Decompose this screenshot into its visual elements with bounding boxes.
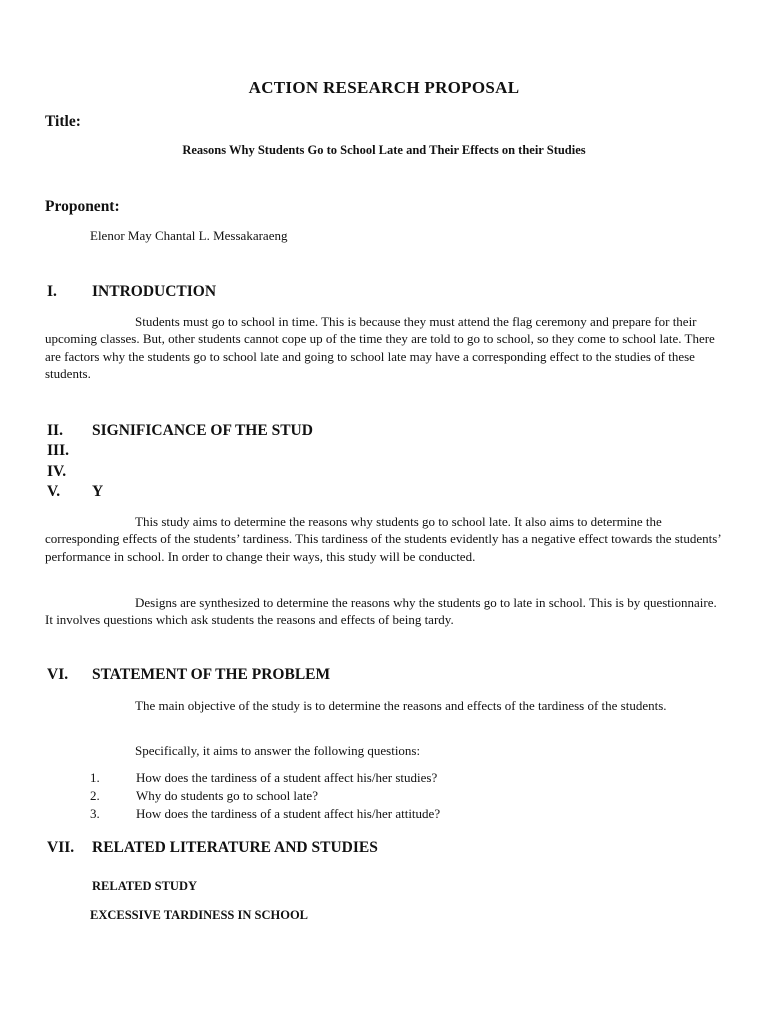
question-number: 2. <box>90 788 100 803</box>
subheading-related-study: RELATED STUDY <box>92 879 197 893</box>
paragraph-text: Students must go to school in time. This is because they must attend the flag ceremony and prepare for their upcoming classes. But, other students cannot cope up of the time they are told to go to school, so they come to school late. There are factors why the students go to school late and going to school late may have a corresponding effect to the studies of these students. <box>45 314 715 382</box>
significance-paragraph-1 <box>45 513 723 565</box>
section-heading-problem: STATEMENT OF THE PROBLEM <box>92 666 331 683</box>
study-title: Reasons Why Students Go to School Late and Their Effects on their Studies <box>182 143 586 157</box>
section-heading-significance: SIGNIFICANCE OF THE STUD <box>92 422 313 439</box>
section-number: II. <box>47 422 63 439</box>
proponent-name: Elenor May Chantal L. Messakaraeng <box>90 228 288 243</box>
section-number: VII. <box>47 839 75 856</box>
section-number: III. <box>47 442 69 459</box>
proponent-label: Proponent: <box>45 198 120 215</box>
problem-lead <box>45 742 723 759</box>
section-number: VI. <box>47 666 69 683</box>
document-title: ACTION RESEARCH PROPOSAL <box>248 78 520 97</box>
question-text: How does the tardiness of a student affect his/her attitude? <box>136 806 441 821</box>
subheading-excessive-tardiness: EXCESSIVE TARDINESS IN SCHOOL <box>90 908 309 922</box>
section-heading-introduction: INTRODUCTION <box>92 283 217 300</box>
paragraph-text: Designs are synthesized to determine the reasons why the students go to late in school. This is by questionnaire. It involves questions which ask students the reasons and effects of being tardy. <box>45 595 717 628</box>
question-number: 3. <box>90 806 100 821</box>
question-number: 1. <box>90 770 100 785</box>
section-number: IV. <box>47 463 67 480</box>
problem-paragraph <box>45 697 723 714</box>
section-heading-tail: Y <box>92 483 104 500</box>
section-number: I. <box>47 283 57 300</box>
title-label: Title: <box>45 113 81 130</box>
paragraph-text: This study aims to determine the reasons why students go to school late. It also aims to determine the corresponding effects of the students’ tardiness. This tardiness of the students evidently has a negative effect towards the students’ performance in school. In order to change their ways, this study will be conducted. <box>45 514 721 564</box>
question-text: Why do students go to school late? <box>136 788 318 803</box>
significance-paragraph-2 <box>45 594 723 629</box>
paragraph-text: The main objective of the study is to determine the reasons and effects of the tardiness of the students. <box>135 698 667 713</box>
section-number: V. <box>47 483 61 500</box>
paragraph-text: Specifically, it aims to answer the following questions: <box>135 743 421 758</box>
question-text: How does the tardiness of a student affect his/her studies? <box>136 770 438 785</box>
introduction-paragraph <box>45 313 723 383</box>
section-heading-literature: RELATED LITERATURE AND STUDIES <box>92 839 378 856</box>
